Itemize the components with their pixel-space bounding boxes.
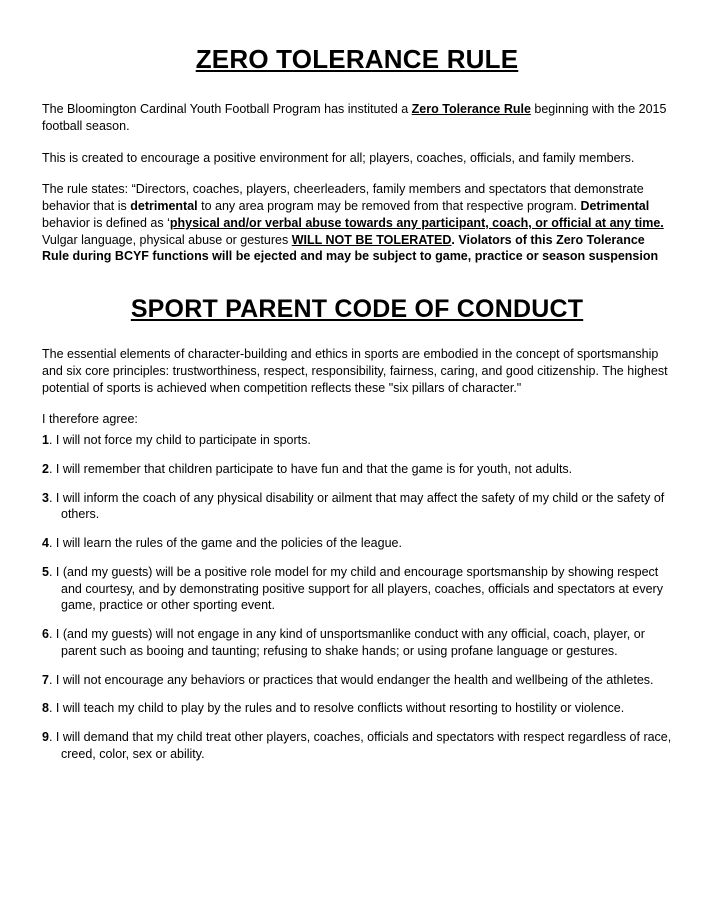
page-title-parent-code: SPORT PARENT CODE OF CONDUCT xyxy=(130,295,584,323)
list-item-number: 9 xyxy=(42,730,49,744)
text-segment: Violators of this Zero Tolerance Rule during BCYF functions will be ejected and may be subject to game, practice or season suspension xyxy=(42,232,659,264)
list-item-number: 7 xyxy=(42,672,49,687)
text-segment: . xyxy=(451,232,459,247)
text-segment: detrimental xyxy=(130,199,198,213)
list-item-number: 4 xyxy=(42,536,49,550)
text-segment: The Bloomington Cardinal Youth Football Program has instituted a xyxy=(42,102,412,116)
list-item xyxy=(42,700,672,717)
list-item-number: 8 xyxy=(42,701,49,716)
list-item-text: . I will teach my child to play by the rules and to resolve conflicts without resorting to hostility or violence. xyxy=(48,701,625,716)
list-item-text: . I will not force my child to participate in sports. xyxy=(48,433,311,447)
text-segment: Vulgar language, physical abuse or gestures xyxy=(42,232,292,247)
text-segment: This is created to encourage a positive environment for all; players, coaches, officials, and family members. xyxy=(42,150,635,165)
paragraph-intro xyxy=(42,101,672,135)
list-item-number: 1 xyxy=(42,433,49,447)
list-item xyxy=(42,535,672,552)
page-title-zero-tolerance: ZERO TOLERANCE RULE xyxy=(195,44,519,74)
list-item-text: . I (and my guests) will not engage in any kind of unsportsmanlike conduct with any official, coach, player, or parent such as booing and taunting; refusing to shake hands; or using profane language or gestures. xyxy=(48,627,645,658)
text-segment: Zero Tolerance Rule xyxy=(411,102,531,116)
agreement-list xyxy=(42,432,672,763)
text-segment: I therefore agree: xyxy=(42,412,138,427)
list-item xyxy=(42,461,672,478)
list-item xyxy=(42,626,672,660)
list-item xyxy=(42,490,672,524)
list-item-text: . I will not encourage any behaviors or practices that would endanger the health and wellbeing of the athletes. xyxy=(48,672,654,687)
text-segment: behavior is defined as ‘ xyxy=(42,215,170,230)
list-item-text: . I will demand that my child treat other players, coaches, officials and spectators with respect regardless of race, creed, color, sex or ability. xyxy=(48,730,672,761)
paragraph-purpose xyxy=(42,150,672,167)
list-item-text: . I will remember that children participate to have fun and that the game is for youth, not adults. xyxy=(48,461,573,476)
list-item-text: . I (and my guests) will be a positive role model for my child and encourage sportsmanship by showing respect and courtesy, and by demonstrating positive support for all players, coaches, officials and spectators at every game, practice or other sporting event. xyxy=(48,564,663,613)
list-item-text: . I will inform the coach of any physical disability or ailment that may affect the safety of my child or the safety of others. xyxy=(48,490,665,522)
text-segment: The rule states: xyxy=(42,182,132,197)
text-segment: The essential elements of character-building and ethics in sports are embodied in the concept of sportsmanship and six core principles: trustworthiness, respect, responsibility, fairness, caring, and good citizenship. The highest potential of sports is achieved when competition reflects these "six pillars of character." xyxy=(42,347,668,395)
list-item xyxy=(42,672,672,689)
text-segment: physical and/or verbal abuse towards any participant, coach, or official at any time. xyxy=(169,215,664,230)
text-segment: beginning with the 2015 football season. xyxy=(42,102,667,133)
text-segment: to any area program may be removed from that respective program. xyxy=(197,199,581,213)
list-item-number: 6 xyxy=(42,627,49,641)
paragraph-rule-states xyxy=(42,181,672,265)
text-segment: Detrimental xyxy=(580,199,650,213)
text-segment: WILL NOT BE TOLERATED xyxy=(291,232,452,247)
list-item-number: 3 xyxy=(42,490,49,505)
list-item-number: 2 xyxy=(42,461,49,476)
paragraph-i-therefore-agree xyxy=(42,411,672,428)
paragraph-character-elements xyxy=(42,346,672,396)
list-item-number: 5 xyxy=(42,564,49,579)
text-segment: “Directors, coaches, players, cheerleaders, family members and spectators that demonstrate behavior that is xyxy=(42,182,644,213)
list-item xyxy=(42,729,672,763)
list-item xyxy=(42,564,672,614)
list-item xyxy=(42,432,672,449)
list-item-text: . I will learn the rules of the game and the policies of the league. xyxy=(48,536,402,550)
